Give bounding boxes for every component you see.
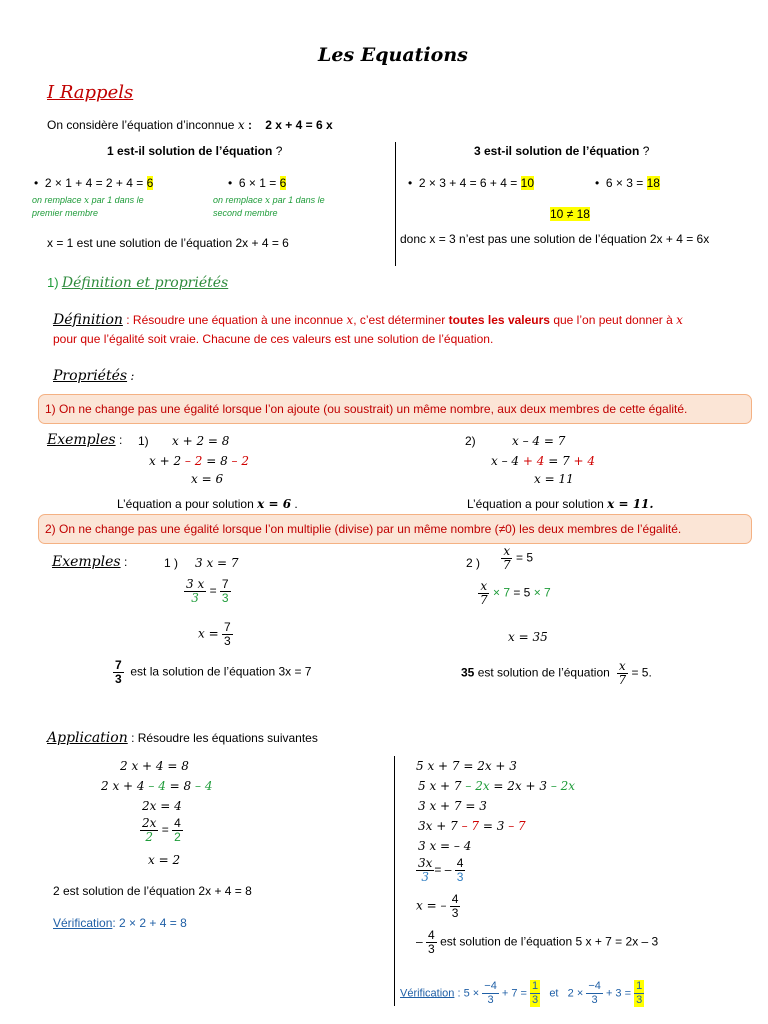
fraction bbox=[634, 980, 644, 1007]
definition-line2: pour que l’égalité soit vraie. Chacune de ces valeurs est une solution de l’équation. bbox=[53, 332, 494, 346]
denominator: 3 bbox=[456, 870, 464, 884]
eq-part: = 3 bbox=[482, 819, 505, 833]
eq-part-green: × 7 bbox=[533, 585, 551, 600]
numerator: −4 bbox=[484, 980, 497, 992]
left-calc1-text: 2 × 1 + 4 = 2 + 4 = bbox=[44, 176, 144, 190]
example-1-line2 bbox=[149, 454, 249, 468]
numerator: 4 bbox=[456, 856, 464, 870]
numerator: x bbox=[480, 579, 488, 593]
note-text: second membre bbox=[213, 208, 278, 218]
fraction bbox=[220, 578, 231, 605]
numerator: 3 x bbox=[186, 577, 205, 591]
intro-equation: 2 x + 4 = 6 x bbox=[265, 118, 333, 132]
example-4-line3: x = 35 bbox=[508, 630, 548, 644]
app-left-fraction-line bbox=[140, 817, 183, 844]
fraction bbox=[530, 980, 540, 1007]
conclusion-value: x = 6 bbox=[257, 497, 292, 511]
note-variable: x bbox=[84, 196, 90, 206]
conclusion-text: est solution de l’équation bbox=[477, 665, 610, 680]
conclusion-value: 35 bbox=[461, 665, 475, 680]
section-number: 1) bbox=[47, 275, 59, 290]
eq-part: = 2x + 3 bbox=[493, 779, 548, 793]
eq-part-red: – 7 bbox=[461, 819, 480, 833]
example-1-line3: x = 6 bbox=[191, 472, 224, 486]
eq-part-red: – 7 bbox=[508, 819, 526, 833]
numerator: 2x bbox=[142, 816, 157, 830]
conclusion-text: = 5. bbox=[631, 665, 652, 680]
example-4-line2 bbox=[478, 580, 551, 607]
numerator: 4 bbox=[174, 816, 181, 830]
examples-label-2 bbox=[52, 554, 127, 570]
numerator: 7 bbox=[115, 658, 122, 672]
left-calc1: • 2 × 1 + 4 = 2 + 4 = 6 bbox=[34, 176, 154, 190]
fraction bbox=[184, 578, 206, 605]
left-question-mark: ? bbox=[275, 144, 283, 158]
denominator: 3 bbox=[591, 994, 598, 1006]
right-calc1-text: 2 × 3 + 4 = 6 + 4 = bbox=[418, 176, 518, 190]
note-text: par 1 dans le bbox=[91, 195, 144, 205]
eq-part: x + 2 bbox=[149, 454, 182, 468]
eq-part-red: + 4 bbox=[573, 454, 596, 468]
eq-part: = 8 bbox=[169, 779, 192, 793]
numerator: 7 bbox=[223, 620, 231, 634]
verification-text: + 7 = bbox=[501, 987, 527, 1000]
eq-part-green: – 2x bbox=[550, 779, 576, 793]
verification-text: 2 × bbox=[567, 987, 584, 1000]
fraction bbox=[501, 545, 513, 572]
app-right-line3: 3 x + 7 = 3 bbox=[418, 799, 487, 813]
numerator: x bbox=[618, 659, 626, 673]
examples-label-text: Exemples bbox=[52, 554, 121, 570]
equals: = bbox=[161, 822, 169, 837]
equals: = – bbox=[434, 862, 452, 877]
example-2-line1: x – 4 = 7 bbox=[512, 434, 566, 448]
numerator: 4 bbox=[428, 928, 435, 942]
denominator: 3 bbox=[428, 942, 435, 956]
denominator: 7 bbox=[503, 558, 511, 572]
property-1-box: 1) On ne change pas une égalité lorsque l’on ajoute (ou soustrait) un même nombre, aux deux membres de cette égalité. bbox=[38, 394, 752, 424]
fraction bbox=[222, 621, 233, 648]
note-variable: x bbox=[265, 196, 271, 206]
example-4-line1 bbox=[501, 545, 533, 572]
page-title: Les Equations bbox=[318, 44, 468, 66]
intro-text: On considère l’équation d’inconnue bbox=[47, 118, 235, 132]
definition-variable: x bbox=[676, 313, 683, 327]
properties-label: Propriétés bbox=[53, 368, 128, 384]
conclusion-text: L’équation a pour solution bbox=[467, 497, 604, 511]
app-right-line1: 5 x + 7 = 2x + 3 bbox=[416, 759, 517, 773]
right-question-text: 3 est-il solution de l’équation bbox=[474, 144, 640, 158]
numerator: x bbox=[503, 544, 511, 558]
denominator: 2 bbox=[145, 830, 154, 844]
example-2-conclusion bbox=[467, 497, 654, 511]
denominator: 3 bbox=[223, 634, 231, 648]
fraction bbox=[616, 660, 628, 687]
section-heading-rappels bbox=[47, 82, 133, 103]
definition-line1 bbox=[53, 312, 683, 328]
eq-part: = 5 bbox=[513, 585, 531, 600]
eq-part-red: + 4 bbox=[522, 454, 545, 468]
right-question-mark: ? bbox=[642, 144, 650, 158]
eq-part: 5 x + 7 bbox=[418, 779, 462, 793]
eq-part: = 7 bbox=[548, 454, 570, 468]
definition-label: Définition bbox=[53, 312, 123, 328]
eq-part-green: – 4 bbox=[195, 779, 213, 793]
left-question bbox=[107, 144, 282, 158]
denominator: 3 bbox=[487, 994, 494, 1006]
app-right-line2 bbox=[418, 779, 575, 793]
definition-text: , c’est déterminer bbox=[353, 313, 446, 327]
app-right-line7 bbox=[416, 893, 460, 920]
properties-heading bbox=[53, 368, 134, 384]
right-not-equal: 10 ≠ 18 bbox=[550, 207, 590, 221]
verification-text: et bbox=[549, 987, 559, 1000]
example-1-number: 1) bbox=[138, 434, 149, 448]
verification-text: + 3 = bbox=[605, 987, 632, 1000]
examples-label-1 bbox=[47, 432, 122, 448]
denominator: 7 bbox=[618, 673, 627, 687]
left-calc2: • 6 × 1 = 6 bbox=[228, 176, 287, 190]
example-2-number: 2) bbox=[465, 434, 476, 448]
eq-part: = 8 bbox=[206, 454, 228, 468]
fraction bbox=[172, 817, 183, 844]
example-3-conclusion bbox=[113, 659, 311, 686]
right-question bbox=[474, 144, 649, 158]
app-right-conclusion bbox=[416, 929, 658, 956]
right-calc2-text: 6 × 3 = bbox=[605, 176, 644, 190]
note-text: on remplace bbox=[32, 195, 82, 205]
right-calc1-value: 10 bbox=[520, 176, 534, 190]
property-2-box: 2) On ne change pas une égalité lorsque l’on multiplie (divise) par un même nombre (≠0) les deux membres de l’égalité. bbox=[38, 514, 752, 544]
denominator: 2 bbox=[174, 830, 181, 844]
conclusion-text: . bbox=[294, 497, 298, 511]
fraction bbox=[450, 893, 461, 920]
conclusion-text: est la solution de l’équation 3x = 7 bbox=[130, 664, 312, 679]
right-calc2: • 6 × 3 = 18 bbox=[595, 176, 660, 190]
example-2-line2 bbox=[491, 454, 595, 468]
numerator: 1 bbox=[532, 980, 539, 992]
app-right-verification bbox=[400, 980, 644, 1007]
definition-text: : Résoudre une équation à une inconnue bbox=[126, 313, 344, 327]
section-heading-text: Définition et propriétés bbox=[61, 275, 229, 291]
numerator: 1 bbox=[636, 980, 643, 992]
left-note2 bbox=[213, 194, 325, 219]
example-4-number: 2 ) bbox=[466, 556, 481, 570]
section-heading-text: I Rappels bbox=[47, 82, 134, 103]
note-text: on remplace bbox=[213, 195, 263, 205]
fraction bbox=[140, 817, 158, 844]
verification-label: Vérification bbox=[400, 987, 455, 1000]
eq-part: – bbox=[416, 934, 423, 949]
column-divider-bottom bbox=[394, 756, 395, 1006]
examples-label-text: Exemples bbox=[47, 432, 116, 448]
application-text: : Résoudre les équations suivantes bbox=[131, 731, 318, 745]
conclusion-text: est solution de l’équation 5 x + 7 = 2x – 3 bbox=[440, 934, 659, 949]
conclusion-text: L’équation a pour solution bbox=[117, 497, 254, 511]
eq-part-green: – 4 bbox=[148, 779, 166, 793]
definition-bold: toutes les valeurs bbox=[448, 313, 550, 327]
application-label: Application bbox=[47, 730, 128, 746]
example-3-result bbox=[198, 621, 233, 648]
fraction bbox=[426, 929, 437, 956]
app-left-line2 bbox=[101, 779, 212, 793]
denominator: 3 bbox=[636, 994, 643, 1006]
left-note1 bbox=[32, 194, 144, 219]
example-3-number: 1 ) bbox=[164, 556, 179, 570]
example-3-line1: 3 x = 7 bbox=[195, 556, 239, 570]
eq-part: x – 4 bbox=[491, 454, 520, 468]
eq-part: 2 x + 4 bbox=[101, 779, 145, 793]
eq-part: = 5 bbox=[515, 550, 533, 565]
eq-part-green: – 2x bbox=[465, 779, 490, 793]
verification-text: : 5 × bbox=[457, 987, 480, 1000]
left-calc2-text: 6 × 1 = bbox=[238, 176, 277, 190]
column-divider-top bbox=[395, 142, 396, 266]
denominator: 7 bbox=[480, 593, 488, 607]
app-left-line3: 2x = 4 bbox=[142, 799, 182, 813]
fraction bbox=[113, 659, 124, 686]
application-heading bbox=[47, 730, 318, 746]
left-calc1-value: 6 bbox=[146, 176, 154, 190]
properties-colon: : bbox=[130, 369, 135, 383]
right-conclusion: donc x = 3 n’est pas une solution de l’équation 2x + 4 = 6x bbox=[400, 232, 710, 246]
verification-text: : 2 × 2 + 4 = 8 bbox=[112, 916, 187, 930]
eq-part: 3x + 7 bbox=[418, 819, 458, 833]
examples-colon: : bbox=[123, 555, 128, 569]
note-text: par 1 dans le bbox=[272, 195, 325, 205]
example-1-line1: x + 2 = 8 bbox=[172, 434, 230, 448]
eq-part: x = – bbox=[416, 898, 447, 913]
conclusion-value: x = 11. bbox=[607, 497, 654, 511]
numerator: 7 bbox=[221, 577, 229, 591]
app-right-line4 bbox=[418, 819, 526, 833]
eq-part: x = bbox=[198, 626, 219, 641]
denominator: 3 bbox=[532, 994, 539, 1006]
left-conclusion: x = 1 est une solution de l’équation 2x + 4 = 6 bbox=[47, 236, 289, 250]
denominator: 3 bbox=[191, 591, 199, 605]
denominator: 3 bbox=[451, 906, 459, 920]
fraction bbox=[416, 857, 434, 884]
equals: = bbox=[209, 583, 217, 598]
right-calc2-value: 18 bbox=[646, 176, 660, 190]
denominator: 3 bbox=[221, 591, 229, 605]
fraction bbox=[482, 980, 499, 1007]
numerator: −4 bbox=[588, 980, 601, 992]
numerator: 4 bbox=[451, 892, 459, 906]
right-calc1: • 2 × 3 + 4 = 6 + 4 = 10 bbox=[408, 176, 534, 190]
denominator: 3 bbox=[115, 672, 122, 686]
eq-part-red: – 2 bbox=[184, 454, 203, 468]
app-right-fraction-line bbox=[416, 857, 465, 884]
verification-label: Vérification bbox=[53, 916, 113, 930]
intro-line bbox=[47, 118, 333, 132]
fraction bbox=[586, 980, 603, 1007]
eq-part-green: × 7 bbox=[492, 585, 510, 600]
example-4-conclusion bbox=[461, 660, 652, 687]
numerator: 3x bbox=[418, 856, 433, 870]
app-left-line5: x = 2 bbox=[148, 853, 181, 867]
fraction bbox=[478, 580, 490, 607]
app-left-verification bbox=[53, 916, 187, 930]
definition-variable: x bbox=[346, 313, 354, 327]
examples-colon: : bbox=[118, 433, 123, 447]
left-calc2-value: 6 bbox=[279, 176, 287, 190]
app-left-line1: 2 x + 4 = 8 bbox=[120, 759, 189, 773]
section-heading-definition bbox=[47, 275, 228, 291]
app-right-line5: 3 x = – 4 bbox=[418, 839, 472, 853]
fraction bbox=[455, 857, 466, 884]
eq-part-red: – 2 bbox=[231, 454, 249, 468]
note-text: premier membre bbox=[32, 208, 99, 218]
example-1-conclusion bbox=[117, 497, 298, 511]
intro-colon: : bbox=[247, 118, 252, 132]
left-question-text: 1 est-il solution de l’équation bbox=[107, 144, 273, 158]
denominator: 3 bbox=[421, 870, 430, 884]
example-3-fraction-line bbox=[184, 578, 231, 605]
definition-text: que l’on peut donner à bbox=[553, 313, 673, 327]
example-2-line3: x = 11 bbox=[534, 472, 574, 486]
intro-variable: x bbox=[237, 118, 245, 132]
app-left-conclusion: 2 est solution de l’équation 2x + 4 = 8 bbox=[53, 884, 252, 898]
